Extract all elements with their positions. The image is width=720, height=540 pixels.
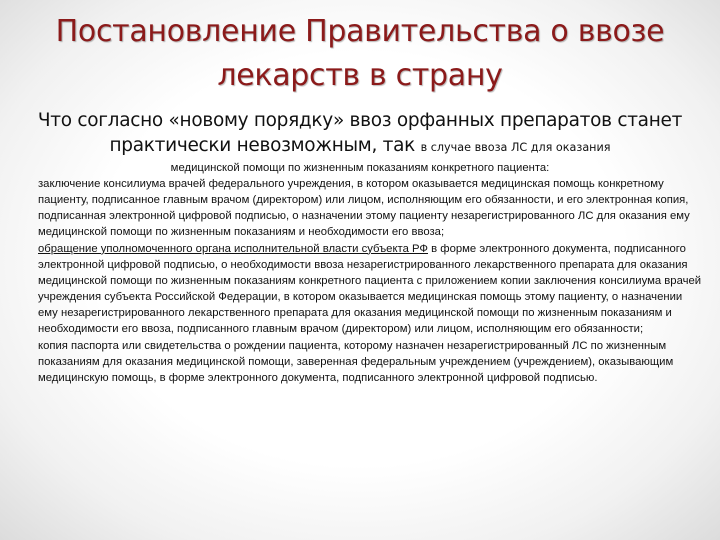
slide-subtitle bbox=[20, 108, 700, 160]
subtitle-small-text: в случае ввоза ЛС для оказания bbox=[420, 141, 611, 154]
paragraph-appeal-text: в форме электронного документа, подписанного электронной цифровой подписью, о необходимости ввоза незарегистрированного лекарственного препарата для оказания медицинской помощи по жизненным показаниям конкретного пациента с приложением копии заключения консилиума врачей учреждения субъекта Российской Федерации, в котором оказывается медицинская помощь этому пациенту, о назначении ему незарегистрированного лекарственного препарата для оказания медицинской помощи по жизненным показаниям и необходимости его ввоза, подписанного главным врачом (директором) или лицом, исполняющим его обязанности; bbox=[38, 242, 702, 336]
body-text bbox=[38, 176, 702, 386]
paragraph-consilium: заключение консилиума врачей федерального учреждения, в котором оказывается медицинская помощь конкретному пациенту, подписанное главным врачом (директором) или лицом, исполняющим его обязанности, и его электронная копия, подписанная электронной цифровой подписью, о назначении этому пациенту незарегистрированного ЛС для оказания ему медицинской помощи по жизненным показаниям и необходимости его ввоза; bbox=[38, 178, 690, 239]
subtitle-large-text: Что согласно «новому порядку» ввоз орфанных препаратов станет практически невозможным, так bbox=[37, 110, 683, 156]
slide-title: Постановление Правительства о ввозе лекарств в страну bbox=[55, 14, 665, 93]
underlined-phrase: обращение уполномоченного органа исполнительной власти субъекта РФ bbox=[38, 242, 428, 255]
subtitle-tail-text: медицинской помощи по жизненным показаниям конкретного пациента: bbox=[170, 162, 550, 174]
paragraph-passport: копия паспорта или свидетельства о рождении пациента, которому назначен незарегистрированный ЛС по жизненным показаниям для оказания медицинской помощи, заверенная федеральным учреждением (учреждением), оказывающим медицинскую помощь, в форме электронного документа, подписанного электронной цифровой подписью. bbox=[38, 339, 674, 384]
paragraph-appeal bbox=[38, 241, 702, 338]
